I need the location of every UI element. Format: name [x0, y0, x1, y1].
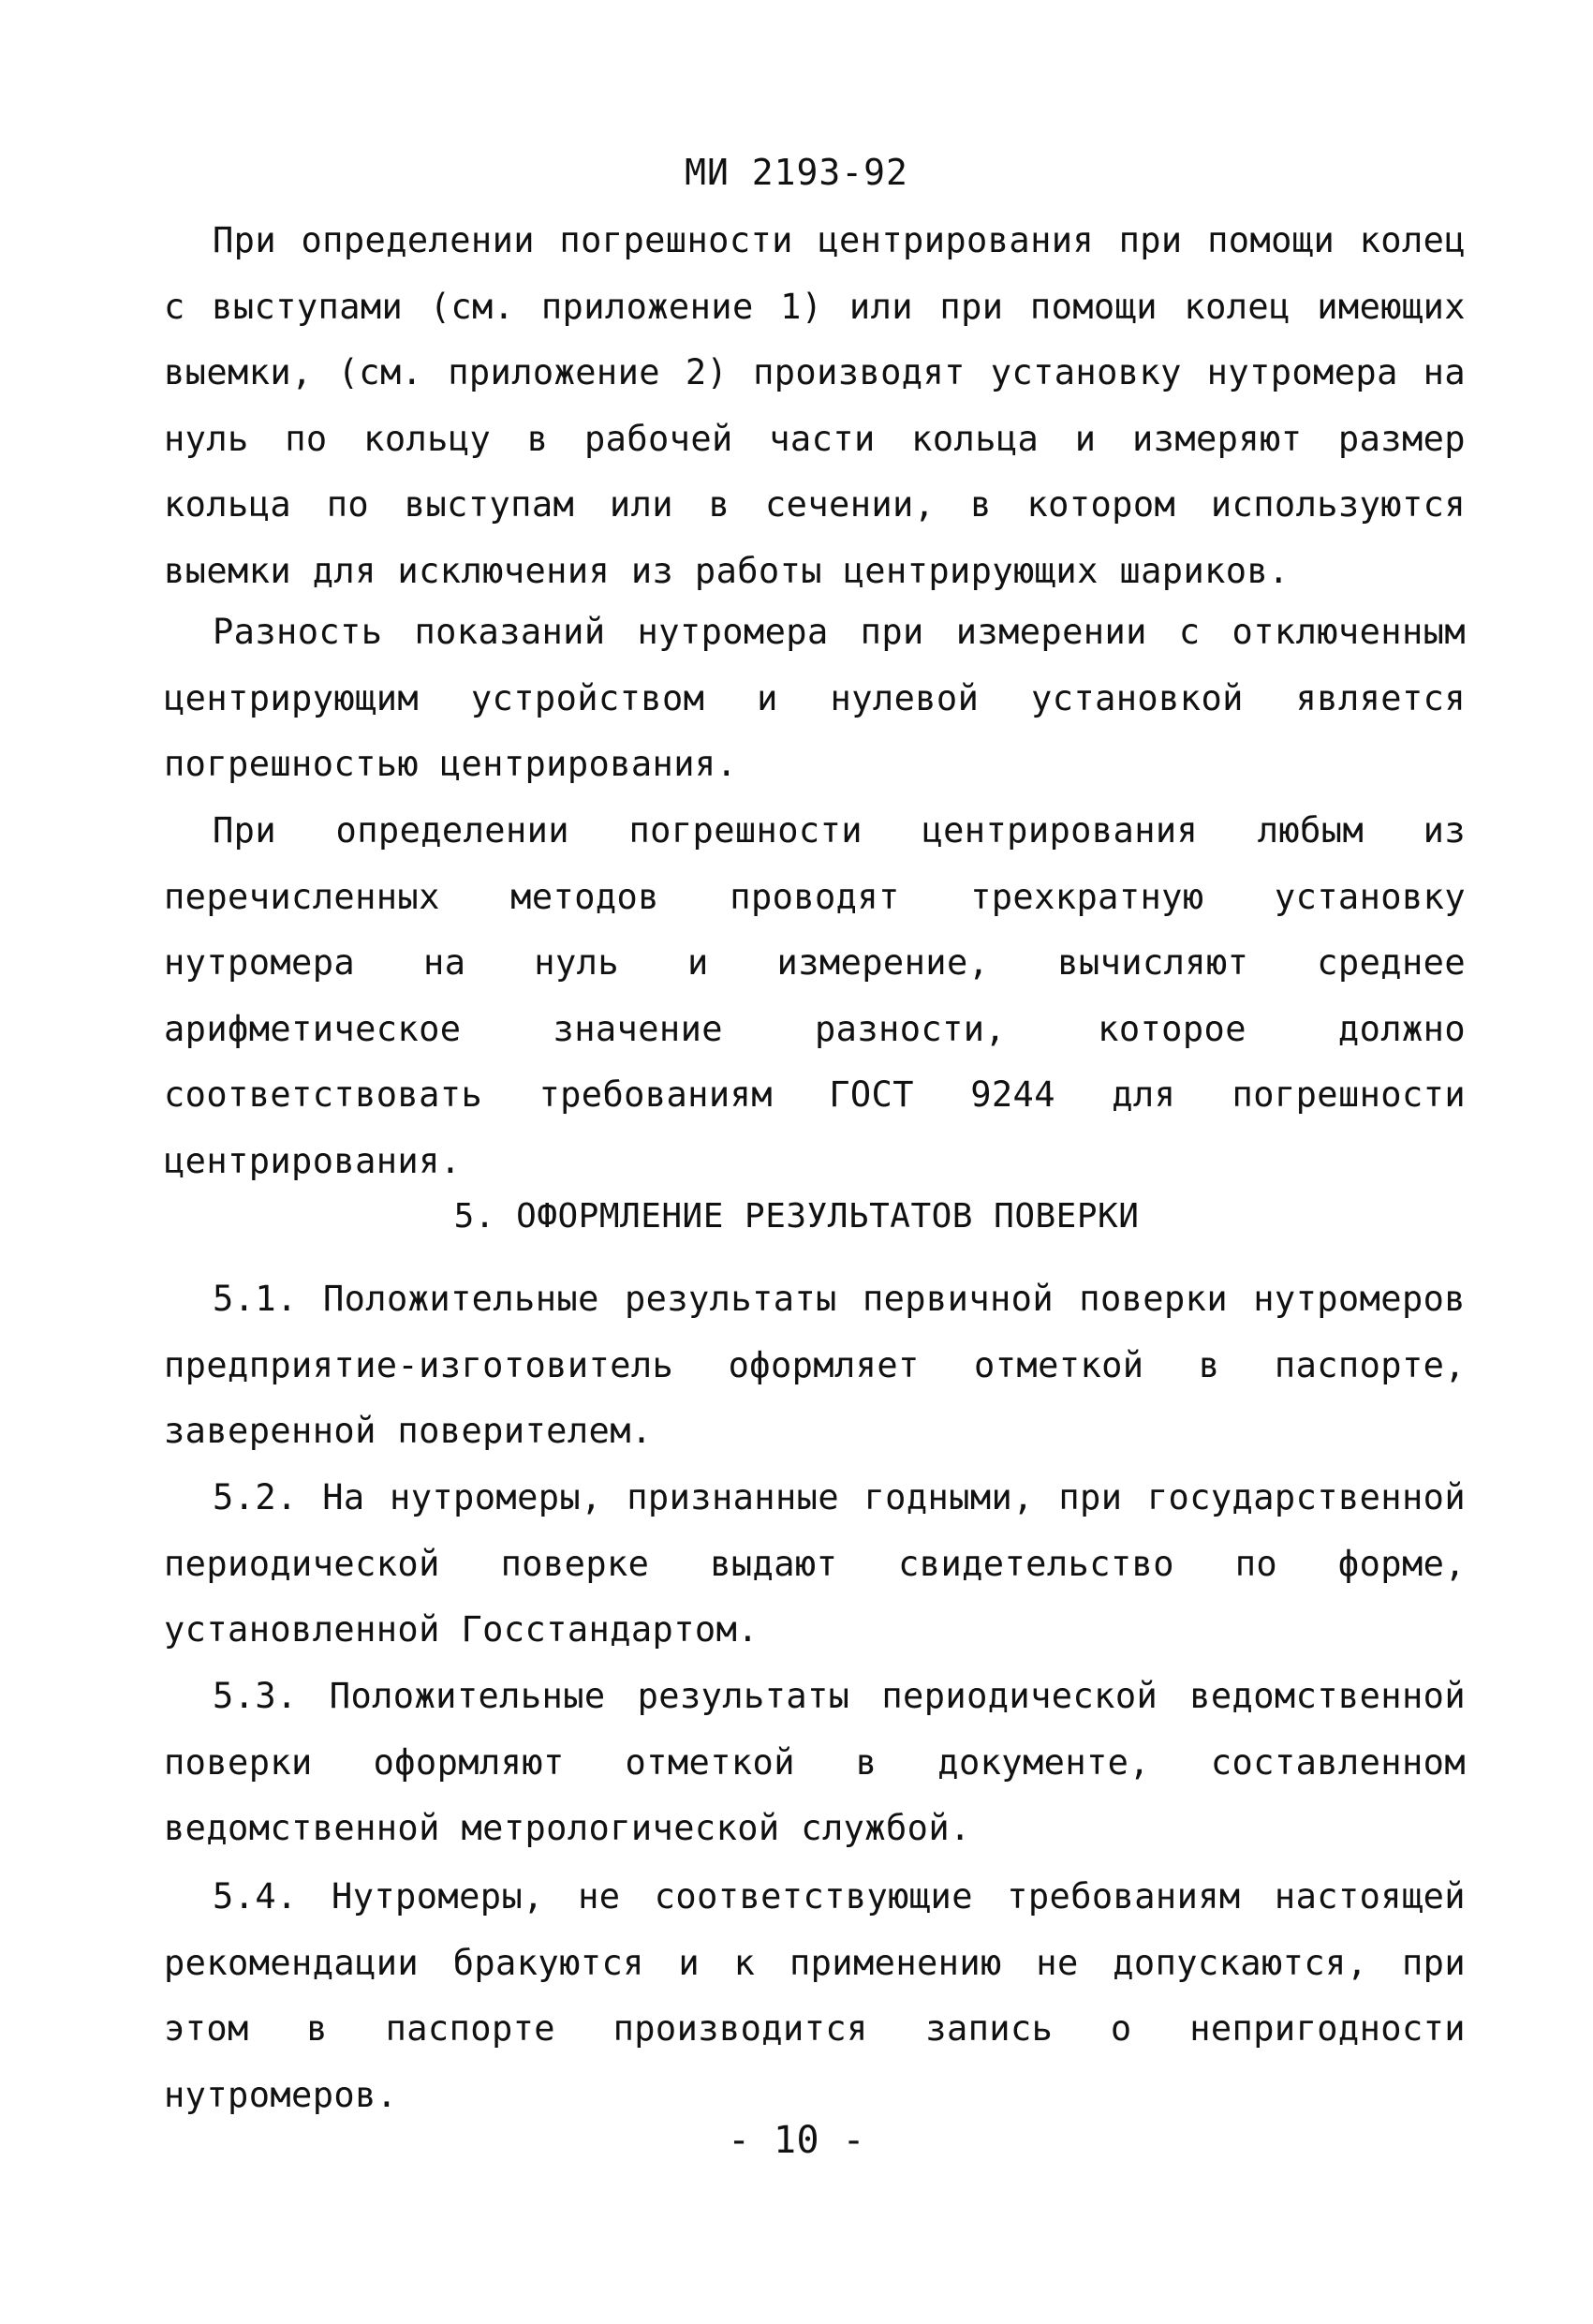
section-item	[164, 1266, 1466, 1465]
item-text: Нутромеры, не соответствующие требованиям настоящей рекомендации бракуются и к применению не допускаются, при этом в паспорте производится запись о непригодности нутромеров.	[164, 1876, 1466, 2115]
item-number: 5.4.	[213, 1876, 298, 1917]
section-item	[164, 1864, 1466, 2128]
item-text: Положительные результаты периодической ведомственной поверки оформляют отметкой в документе, составленном ведомственной метрологической службой.	[164, 1676, 1466, 1848]
paragraph-centering-error-rings: При определении погрешности центрирования при помощи колец с выступами (см. приложение 1) или при помощи колец имеющих выемки, (см. приложение 2) производят установку нутромера на нуль по кольцу в рабочей части кольца и измеряют размер кольца по выступам или в сечении, в котором используются выемки для исключения из работы центрирующих шариков.	[164, 220, 1466, 591]
paragraph-readings-difference: Разность показаний нутромера при измерении с отключенным центрирующим устройством и нулевой установкой является погрешностью центрирования.	[164, 612, 1466, 784]
item-text: Положительные результаты первичной поверки нутромеров предприятие-изготовитель оформляет отметкой в паспорте, заверенной поверителем.	[164, 1279, 1466, 1451]
page-number: - 10 -	[728, 2119, 865, 2162]
document-code-header: МИ 2193-92	[685, 152, 908, 193]
section-heading: 5. ОФОРМЛЕНИЕ РЕЗУЛЬТАТОВ ПОВЕРКИ	[453, 1197, 1140, 1236]
item-number: 5.2.	[213, 1477, 298, 1517]
item-text: На нутромеры, признанные годными, при государственной периодической поверке выдают свидетельство по форме, установленной Госстандартом.	[164, 1477, 1466, 1650]
section-item	[164, 1465, 1466, 1664]
paragraph-triple-measurement: При определении погрешности центрирования любым из перечисленных методов проводят трехкратную установку нутромера на нуль и измерение, вычисляют среднее арифметическое значение разности, которое должно соответствовать требованиям ГОСТ 9244 для погрешности центрирования.	[164, 810, 1466, 1181]
section-item	[164, 1664, 1466, 1862]
item-number: 5.1.	[213, 1279, 298, 1319]
item-number: 5.3.	[213, 1676, 298, 1716]
